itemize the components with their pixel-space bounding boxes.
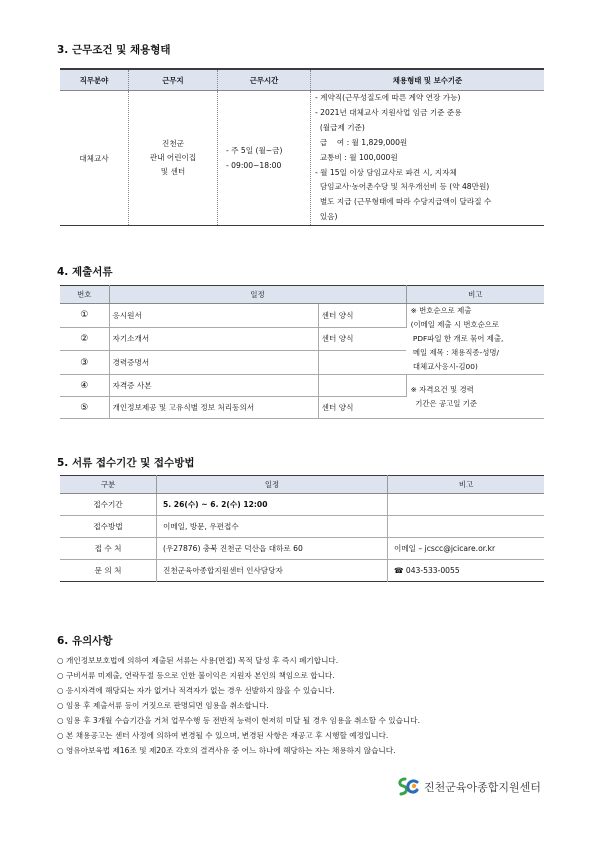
application-period: 5. 26(수) ~ 6. 2(수) 12:00: [157, 494, 388, 516]
list-item: ○ 구비서류 미제출, 연락두절 등으로 인한 불이익은 지원자 본인의 책임으로 합니다.: [57, 671, 335, 680]
list-item: ○ 본 채용공고는 센터 사정에 의하여 변경될 수 있으며, 변경된 사항은 재공고 후 시행할 예정입니다.: [57, 731, 389, 740]
header-note: 비고: [388, 476, 545, 494]
section3-title: 3. 근무조건 및 채용형태: [57, 44, 171, 56]
phone-contact: ☎ 043-533-0055: [394, 566, 460, 575]
section4-title: 4. 제출서류: [57, 266, 113, 278]
row-number: ②: [60, 327, 109, 351]
document-name: 자기소개서: [109, 327, 318, 351]
document-form: 센터 양식: [318, 327, 406, 351]
table-header-row: [60, 476, 544, 494]
row-number: ③: [60, 351, 109, 375]
document-form: [318, 375, 406, 397]
document-form: 센터 양식: [318, 304, 406, 328]
header-category: 구분: [60, 476, 157, 494]
header-work-hours: 근무시간: [218, 69, 311, 91]
row-note: [388, 494, 545, 516]
table-row: [60, 494, 544, 516]
qualification-note: ※ 자격요건 및 경력 기간은 공고일 기준: [406, 375, 544, 419]
application-address: (우27876) 충북 진천군 덕산읍 대하로 60: [157, 538, 388, 560]
center-logo-icon: [396, 776, 420, 798]
work-hours: - 주 5일 (월~금) - 09:00~18:00: [218, 91, 311, 226]
section5-title: 5. 서류 접수기간 및 접수방법: [57, 457, 195, 469]
row-number: ①: [60, 304, 109, 328]
employment-conditions-table: [60, 68, 544, 226]
workplace: 진천군 관내 어린이집 및 센터: [129, 91, 218, 226]
section6-title: 6. 유의사항: [57, 635, 113, 647]
email-contact: 이메일 – jcscc@jcicare.or.kr: [388, 538, 545, 560]
table-row: [60, 560, 544, 582]
list-item: ○ 영유아보육법 제16조 및 제20조 각호의 결격사유 중 어느 하나에 해당하는 자는 채용하지 않습니다.: [57, 746, 396, 755]
list-item: ○ 개인정보보호법에 의하여 제출된 서류는 사용(면접) 목적 달성 후 즉시 폐기합니다.: [57, 656, 339, 665]
table-row: [60, 304, 544, 328]
header-job-field: 직무분야: [60, 69, 129, 91]
row-number: ④: [60, 375, 109, 397]
inquiry-contact: 진천군육아종합지원센터 인사담당자: [157, 560, 388, 582]
table-header-row: [60, 286, 544, 304]
document-form: [318, 351, 406, 375]
table-row: [60, 516, 544, 538]
row-label: 접수방법: [60, 516, 157, 538]
row-note: [388, 516, 545, 538]
row-label: 문 의 처: [60, 560, 157, 582]
document-name: 개인정보제공 및 고유식별 정보 처리동의서: [109, 397, 318, 419]
row-label: 접 수 처: [60, 538, 157, 560]
table-header-row: [60, 69, 544, 91]
notice-list: [57, 653, 420, 758]
row-label: 접수기간: [60, 494, 157, 516]
header-conditions: 채용형태 및 보수기준: [311, 69, 545, 91]
header-number: 번호: [60, 286, 109, 304]
center-logo: [396, 776, 541, 798]
list-item: ○ 응시자격에 해당되는 자가 없거나 적격자가 없는 경우 선발하지 않을 수 있습니다.: [57, 686, 335, 695]
document-name: 경력증명서: [109, 351, 318, 375]
header-schedule: 일정: [109, 286, 406, 304]
document-name: 자격증 사본: [109, 375, 318, 397]
document-name: 응시원서: [109, 304, 318, 328]
row-number: ⑤: [60, 397, 109, 419]
list-item: ○ 임용 후 3개월 수습기간을 거쳐 업무수행 등 전반적 능력이 현저히 미달 될 경우 임용을 취소할 수 있습니다.: [57, 716, 420, 725]
job-field: 대체교사: [60, 91, 129, 226]
list-item: ○ 임용 후 제출서류 등이 거짓으로 판명되면 임용을 취소합니다.: [57, 701, 269, 710]
document-form: 센터 양식: [318, 397, 406, 419]
submission-note: ※ 번호순으로 제출 (이메일 제출 시 번호순으로 PDF파일 한 개로 묶어 제출, 메일 제목 : 채용직종-성명/ 대체교사응시-김00): [406, 304, 544, 375]
center-logo-text: 진천군육아종합지원센터: [424, 781, 541, 794]
application-method: 이메일, 방문, 우편접수: [157, 516, 388, 538]
table-row: [60, 375, 544, 397]
header-note: 비고: [406, 286, 544, 304]
table-row: [60, 538, 544, 560]
conditions: - 계약직(근무성질도에 따른 계약 연장 가능) - 2021년 대체교사 지원사업 임금 기준 준용 (월급제 기준) 급 여 : 월 1,829,000원 교통비 : 월 100,000원 - 월 15일 이상 담임교사로 파견 시, 지자체 담임교사·농어촌수당 및 처우개선비 등 (약 48만원) 별도 지급 (근무형태에 따라 수당지급액이 달라질 수 있음): [315, 93, 492, 222]
table-row: [60, 91, 544, 226]
submission-documents-table: [60, 285, 544, 419]
application-method-table: [60, 475, 544, 582]
header-schedule: 일정: [157, 476, 388, 494]
header-workplace: 근무지: [129, 69, 218, 91]
